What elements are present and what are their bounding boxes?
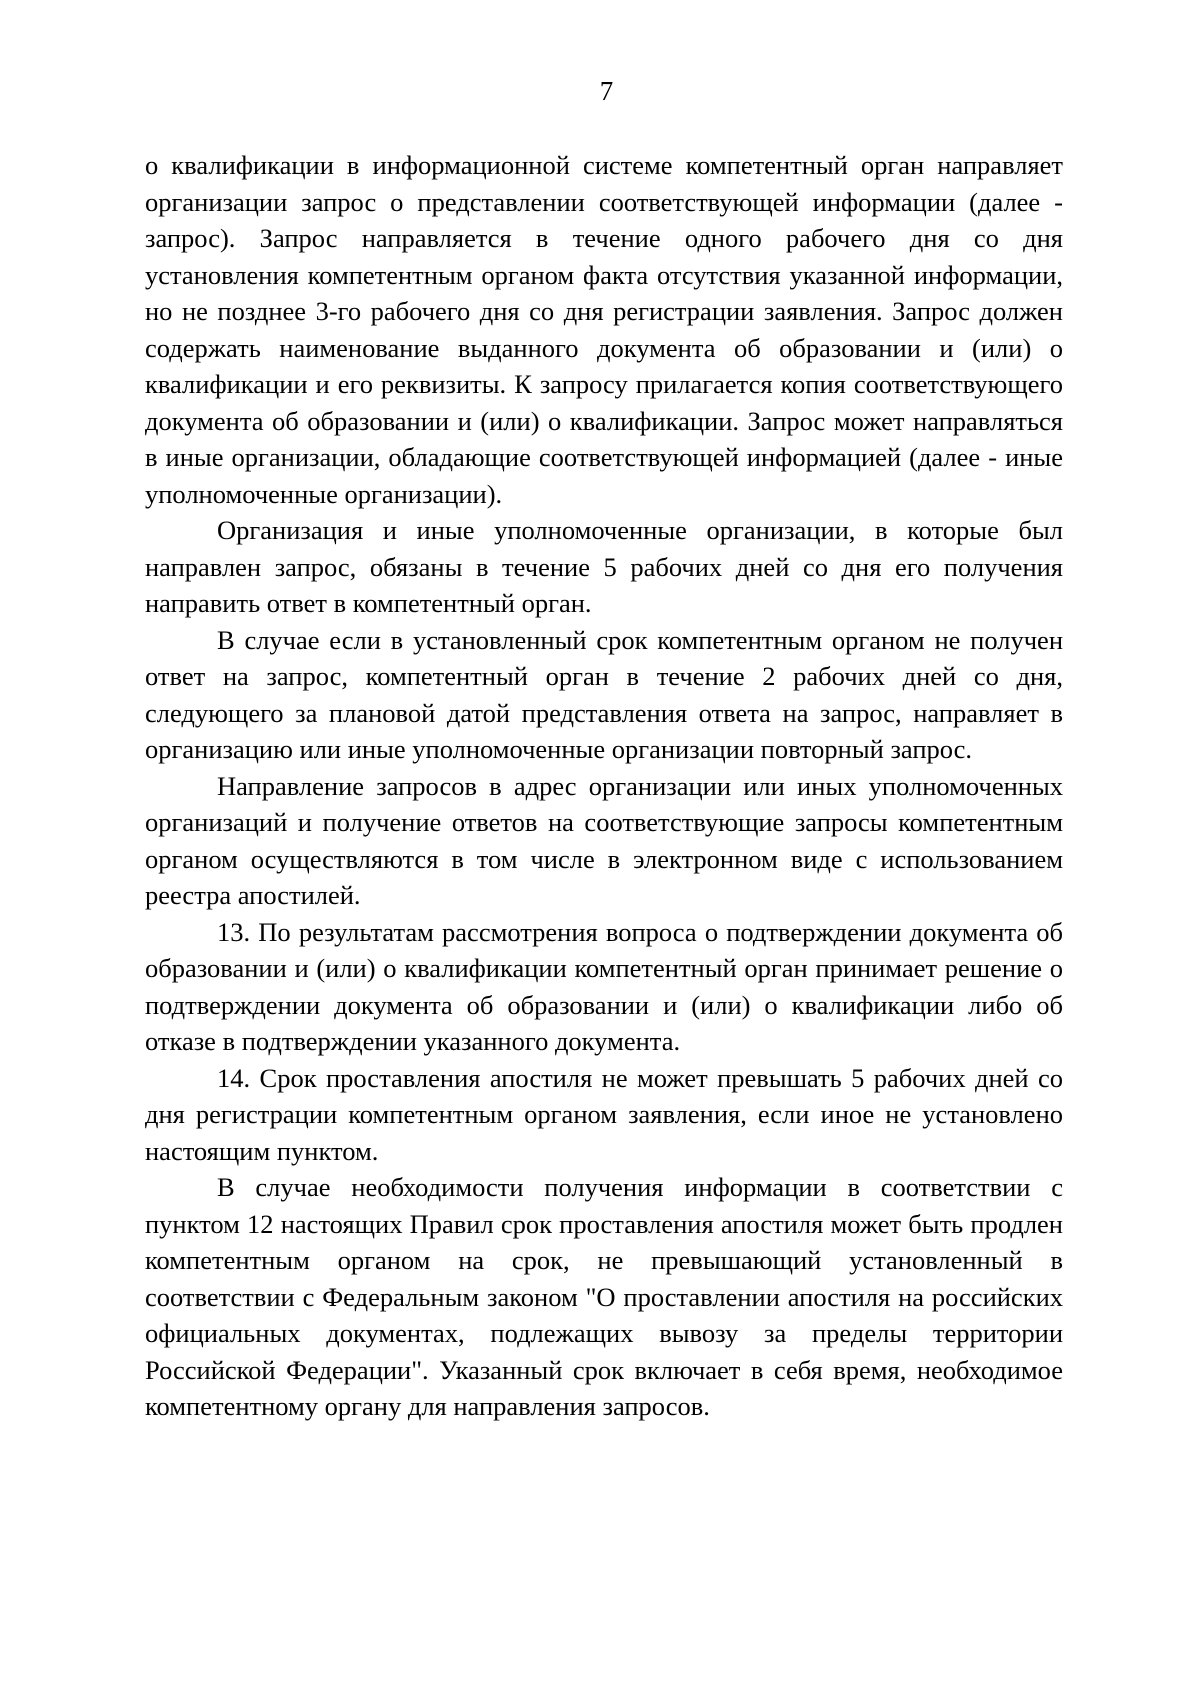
paragraph-item-13: 13. По результатам рассмотрения вопроса о подтверждении документа об образовании и (или) о квалификации компетентный орган принимает решение о подтверждении документа об образовании и (или) о квалификации либо об отказе в подтверждении указанного документа. — [145, 916, 1063, 1056]
page-number: 7 — [599, 76, 614, 106]
paragraph-electronic-requests: Направление запросов в адрес организации или иных уполномоченных организаций и получение ответов на соответствующие запросы компетентным органом осуществляются в том числе в электронном виде с использованием реестра апостилей. — [145, 770, 1063, 910]
paragraph-item-14: 14. Срок проставления апостиля не может превышать 5 рабочих дней со дня регистрации компетентным органом заявления, если иное не установлено настоящим пунктом. — [145, 1062, 1063, 1166]
paragraph-organizations-response: Организация и иные уполномоченные организации, в которые был направлен запрос, обязаны в течение 5 рабочих дней со дня его получения направить ответ в компетентный орган. — [145, 515, 1063, 618]
paragraph-term-extension: В случае необходимости получения информации в соответствии с пунктом 12 настоящих Правил срок проставления апостиля может быть продлен компетентным органом на срок, не превышающий установленный в соответствии с Федеральным законом "О проставлении апостиля на российских официальных документах, подлежащих вывозу за пределы территории Российской Федерации". Указанный срок включает в себя время, необходимое компетентному органу для направления запросов. — [145, 1172, 1063, 1421]
paragraph-repeat-request: В случае если в установленный срок компетентным органом не получен ответ на запрос, компетентный орган в течение 2 рабочих дней со дня, следующего за плановой датой представления ответа на запрос, направляет в организацию или иные уполномоченные организации повторный запрос. — [145, 624, 1063, 764]
paragraph-continuation: о квалификации в информационной системе компетентный орган направляет организации запрос о представлении соответствующей информации (далее - запрос). Запрос направляется в течение одного рабочего дня со дня установления компетентным органом факта отсутствия указанной информации, но не позднее 3-го рабочего дня со дня регистрации заявления. Запрос должен содержать наименование выданного документа об образовании и (или) о квалификации и его реквизиты. К запросу прилагается копия соответствующего документа об образовании и (или) о квалификации. Запрос может направляться в иные организации, обладающие соответствующей информацией (далее - иные уполномоченные организации). — [145, 150, 1063, 509]
document-body — [145, 147, 1063, 1425]
